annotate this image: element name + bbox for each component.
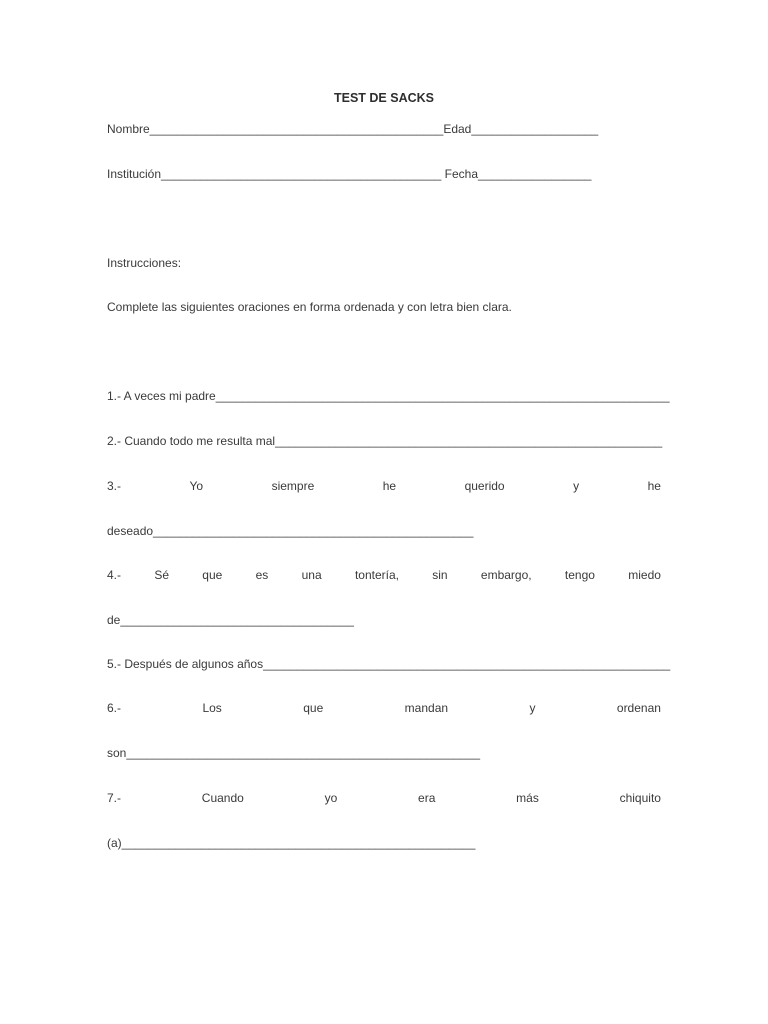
q4-word: miedo bbox=[628, 568, 661, 582]
q4-word: una bbox=[301, 568, 322, 582]
question-3-continuation: deseado________________________________________________ bbox=[107, 524, 474, 538]
q7-word: yo bbox=[324, 791, 338, 805]
question-7-continuation: (a)_____________________________________________________ bbox=[107, 836, 476, 850]
question-6-continuation: son_____________________________________________________ bbox=[107, 746, 481, 760]
question-1: 1.- A veces mi padre____________________________________________________________________ bbox=[107, 389, 670, 403]
q7-word: chiquito bbox=[619, 791, 661, 805]
q4-word: embargo, bbox=[480, 568, 532, 582]
q4-word: es bbox=[255, 568, 269, 582]
q3-word: he bbox=[382, 479, 397, 493]
q4-word: tengo bbox=[564, 568, 595, 582]
instructions-text: Complete las siguientes oraciones en forma ordenada y con letra bien clara. bbox=[107, 300, 512, 314]
q4-word: sin bbox=[432, 568, 448, 582]
q6-word: y bbox=[529, 701, 536, 715]
q6-word: ordenan bbox=[616, 701, 661, 715]
question-3 bbox=[107, 478, 661, 494]
q3-word: siempre bbox=[271, 479, 315, 493]
q7-word: 7.- bbox=[107, 791, 122, 805]
question-2: 2.- Cuando todo me resulta mal__________________________________________________________ bbox=[107, 434, 663, 448]
q4-word: Sé bbox=[154, 568, 169, 582]
name-age-line: Nombre____________________________________________Edad___________________ bbox=[107, 122, 599, 136]
q4-word: tontería, bbox=[354, 568, 399, 582]
q6-word: 6.- bbox=[107, 701, 122, 715]
q7-word: era bbox=[418, 791, 436, 805]
q3-word: 3.- bbox=[107, 479, 122, 493]
q3-word: querido bbox=[464, 479, 505, 493]
institution-date-line: Institución__________________________________________ Fecha_________________ bbox=[107, 167, 592, 181]
q3-word: Yo bbox=[189, 479, 204, 493]
question-4 bbox=[107, 567, 661, 583]
question-4-continuation: de___________________________________ bbox=[107, 613, 354, 627]
q6-word: que bbox=[303, 701, 324, 715]
question-5: 5.- Después de algunos años_____________________________________________________________ bbox=[107, 657, 671, 671]
document-title: TEST DE SACKS bbox=[333, 91, 434, 105]
q3-word: he bbox=[647, 479, 661, 493]
q7-word: más bbox=[516, 791, 539, 805]
instructions-label: Instrucciones: bbox=[107, 256, 182, 270]
question-7 bbox=[107, 790, 661, 806]
q6-word: mandan bbox=[404, 701, 449, 715]
q7-word: Cuando bbox=[201, 791, 244, 805]
q6-word: Los bbox=[202, 701, 222, 715]
q4-word: que bbox=[202, 568, 223, 582]
q4-word: 4.- bbox=[107, 568, 122, 582]
question-6 bbox=[107, 700, 661, 716]
q3-word: y bbox=[573, 479, 580, 493]
